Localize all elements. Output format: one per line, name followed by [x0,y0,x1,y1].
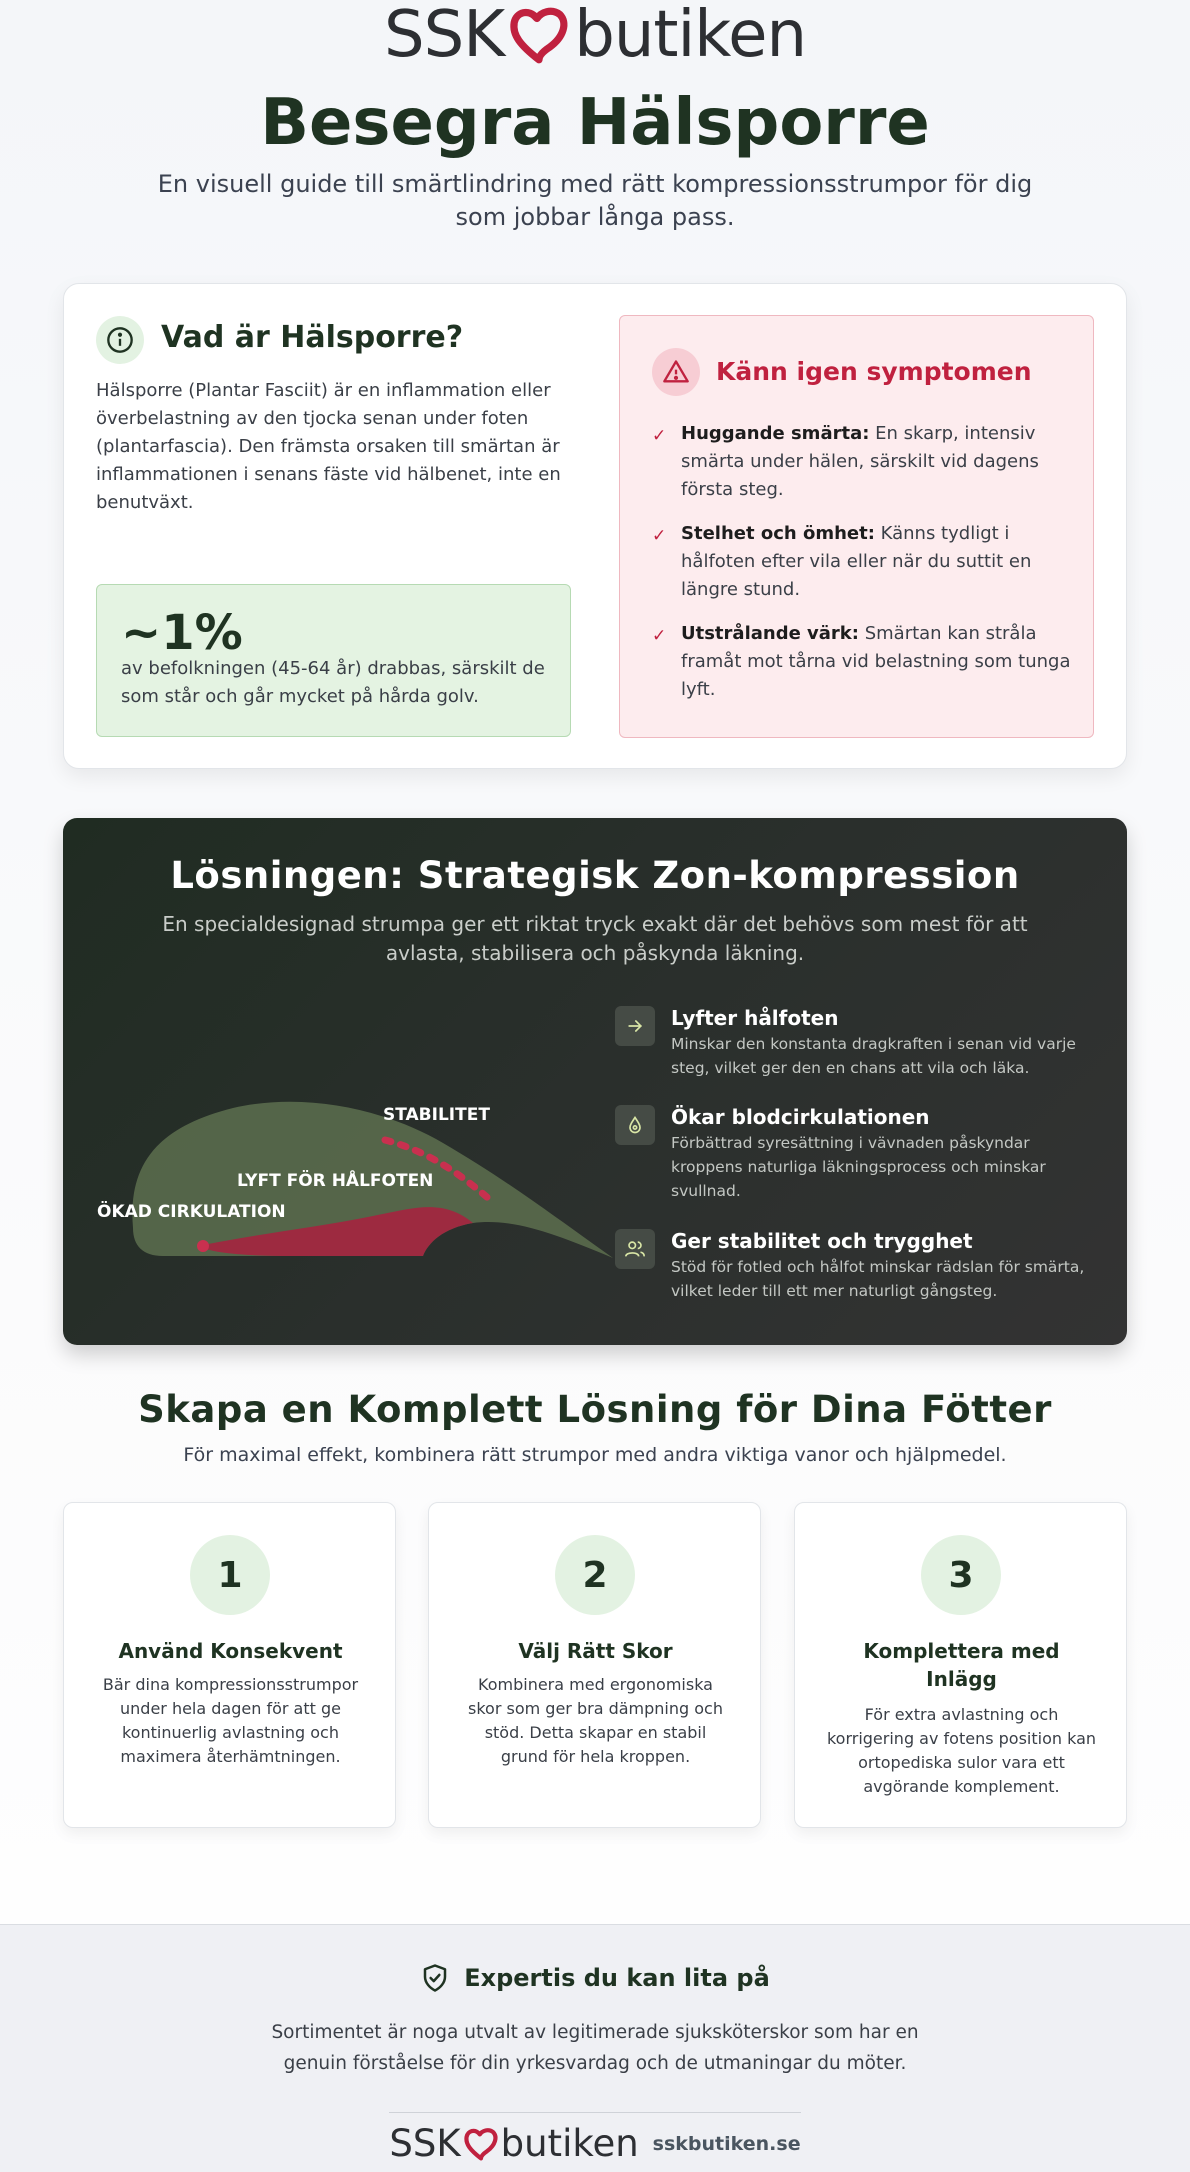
brand-right: butiken [574,0,806,72]
zone-label-clip [97,1202,319,1232]
footer-logo [389,2122,639,2165]
symptom-text: Smärtan kan stråla framåt mot tårna vid belastning som tunga lyft. [681,623,1071,700]
step-title: Komplettera med Inlägg [863,1639,1060,1691]
step-text: Bär dina kompressionsstrumpor under hela dagen för att ge kontinuerlig avlastning och maximera återhämtningen. [102,1675,359,1766]
arrow-right-icon [615,1006,655,1046]
symptom-item [652,620,1072,704]
symptom-item [652,520,1072,604]
footer [0,1924,1190,2172]
info-card [63,283,1127,769]
users-icon [615,1229,655,1269]
symptom-label: Huggande smärta: [681,423,870,444]
warning-icon [652,348,700,396]
step-title: Använd Konsekvent [118,1639,343,1663]
droplet-icon [615,1105,655,1145]
symptom-text: En skarp, intensiv smärta under hälen, särskilt vid dagens första steg. [681,423,1039,500]
solution-section [63,818,1127,1345]
check-icon: ✓ [652,526,667,546]
step-title: Välj Rätt Skor [518,1639,673,1663]
brand-left: SSK [389,2122,461,2165]
solution-subtitle: En specialdesignad strumpa ger ett riktat tryck exakt där det behövs som mest för att avlasta, stabilisera och påskynda läkning. [162,912,1028,965]
zone-label-stability: STABILITET [383,1105,490,1125]
heart-icon [463,2126,499,2162]
footer-brand[interactable] [0,2122,1190,2165]
step-card [428,1502,761,1828]
footer-title: Expertis du kan lita på [464,1964,770,1992]
brand-right: butiken [500,2122,639,2165]
step-number: 2 [555,1535,635,1615]
step-card [63,1502,396,1828]
page-subtitle: En visuell guide till smärtlindring med rätt kompressionsstrumpor för dig som jobbar långa pass. [157,170,1033,231]
symptom-label: Stelhet och ömhet: [681,523,875,544]
step-number: 3 [921,1535,1001,1615]
stat-value: ~1% [121,605,243,661]
zone-label-circulation: ÖKAD CIRKULATION [97,1202,286,1222]
zone-label-lift: LYFT FÖR HÅLFOTEN [237,1171,434,1191]
feature-title: Ökar blodcirkulationen [671,1105,930,1129]
symptom-item [652,420,1072,504]
feature-text: Förbättrad syresättning i vävnaden påskyndar kroppens naturliga läkningsprocess och minskar svullnad. [671,1134,1046,1200]
footer-heading [0,1963,1190,1993]
stat-box [96,584,571,737]
solution-title: Lösningen: Strategisk Zon-kompression [170,854,1020,897]
step-text: För extra avlastning och korrigering av fotens position kan ortopediska sulor vara ett avgörande komplement. [826,1705,1097,1796]
about-text: Hälsporre (Plantar Fasciit) är en inflammation eller överbelastning av den tjocka senan under foten (plantarfascia). Den främsta orsaken till smärtan är inflammationen i senans fäste vid hälbenet, inte en benutväxt. [96,380,561,513]
feature-title: Ger stabilitet och trygghet [671,1229,973,1253]
brand-logo[interactable] [0,0,1190,70]
symptoms-title: Känn igen symptomen [716,357,1032,386]
page-title: Besegra Hälsporre [260,86,930,160]
step-card [794,1502,1127,1828]
footer-divider [389,2112,801,2113]
info-icon [96,316,144,364]
footer-url[interactable]: sskbutiken.se [652,2132,801,2155]
foot-illustration [123,1058,643,1278]
feature-title: Lyfter hålfoten [671,1006,839,1030]
check-icon: ✓ [652,626,667,646]
footer-text: Sortimentet är noga utvalt av legitimerade sjuksköterskor som har en genuin förståelse för din yrkesvardag och de utmaningar du möter. [271,2022,919,2074]
shield-check-icon [420,1963,450,1993]
step-number: 1 [190,1535,270,1615]
section-title: Skapa en Komplett Lösning för Dina Fötter [138,1388,1052,1431]
brand-left: SSK [384,0,505,72]
symptoms-box [619,315,1094,738]
step-text: Kombinera med ergonomiska skor som ger bra dämpning och stöd. Detta skapar en stabil grund för hela kroppen. [468,1675,723,1766]
symptom-text: Känns tydligt i hålfoten efter vila eller när du suttit en längre stund. [681,523,1032,600]
about-title: Vad är Hälsporre? [161,320,464,355]
feature-text: Stöd för fotled och hålfot minskar rädslan för smärta, vilket leder till ett mer naturligt gångsteg. [671,1258,1085,1300]
check-icon: ✓ [652,426,667,446]
heart-icon [508,4,570,66]
feature-text: Minskar den konstanta dragkraften i senan vid varje steg, vilket ger den en chans att vila och läka. [671,1035,1076,1077]
symptom-label: Utstrålande värk: [681,623,859,644]
section-subtitle: För maximal effekt, kombinera rätt strumpor med andra viktiga vanor och hjälpmedel. [183,1444,1007,1466]
stat-text: av befolkningen (45-64 år) drabbas, särskilt de som står och går mycket på hårda golv. [121,658,545,707]
